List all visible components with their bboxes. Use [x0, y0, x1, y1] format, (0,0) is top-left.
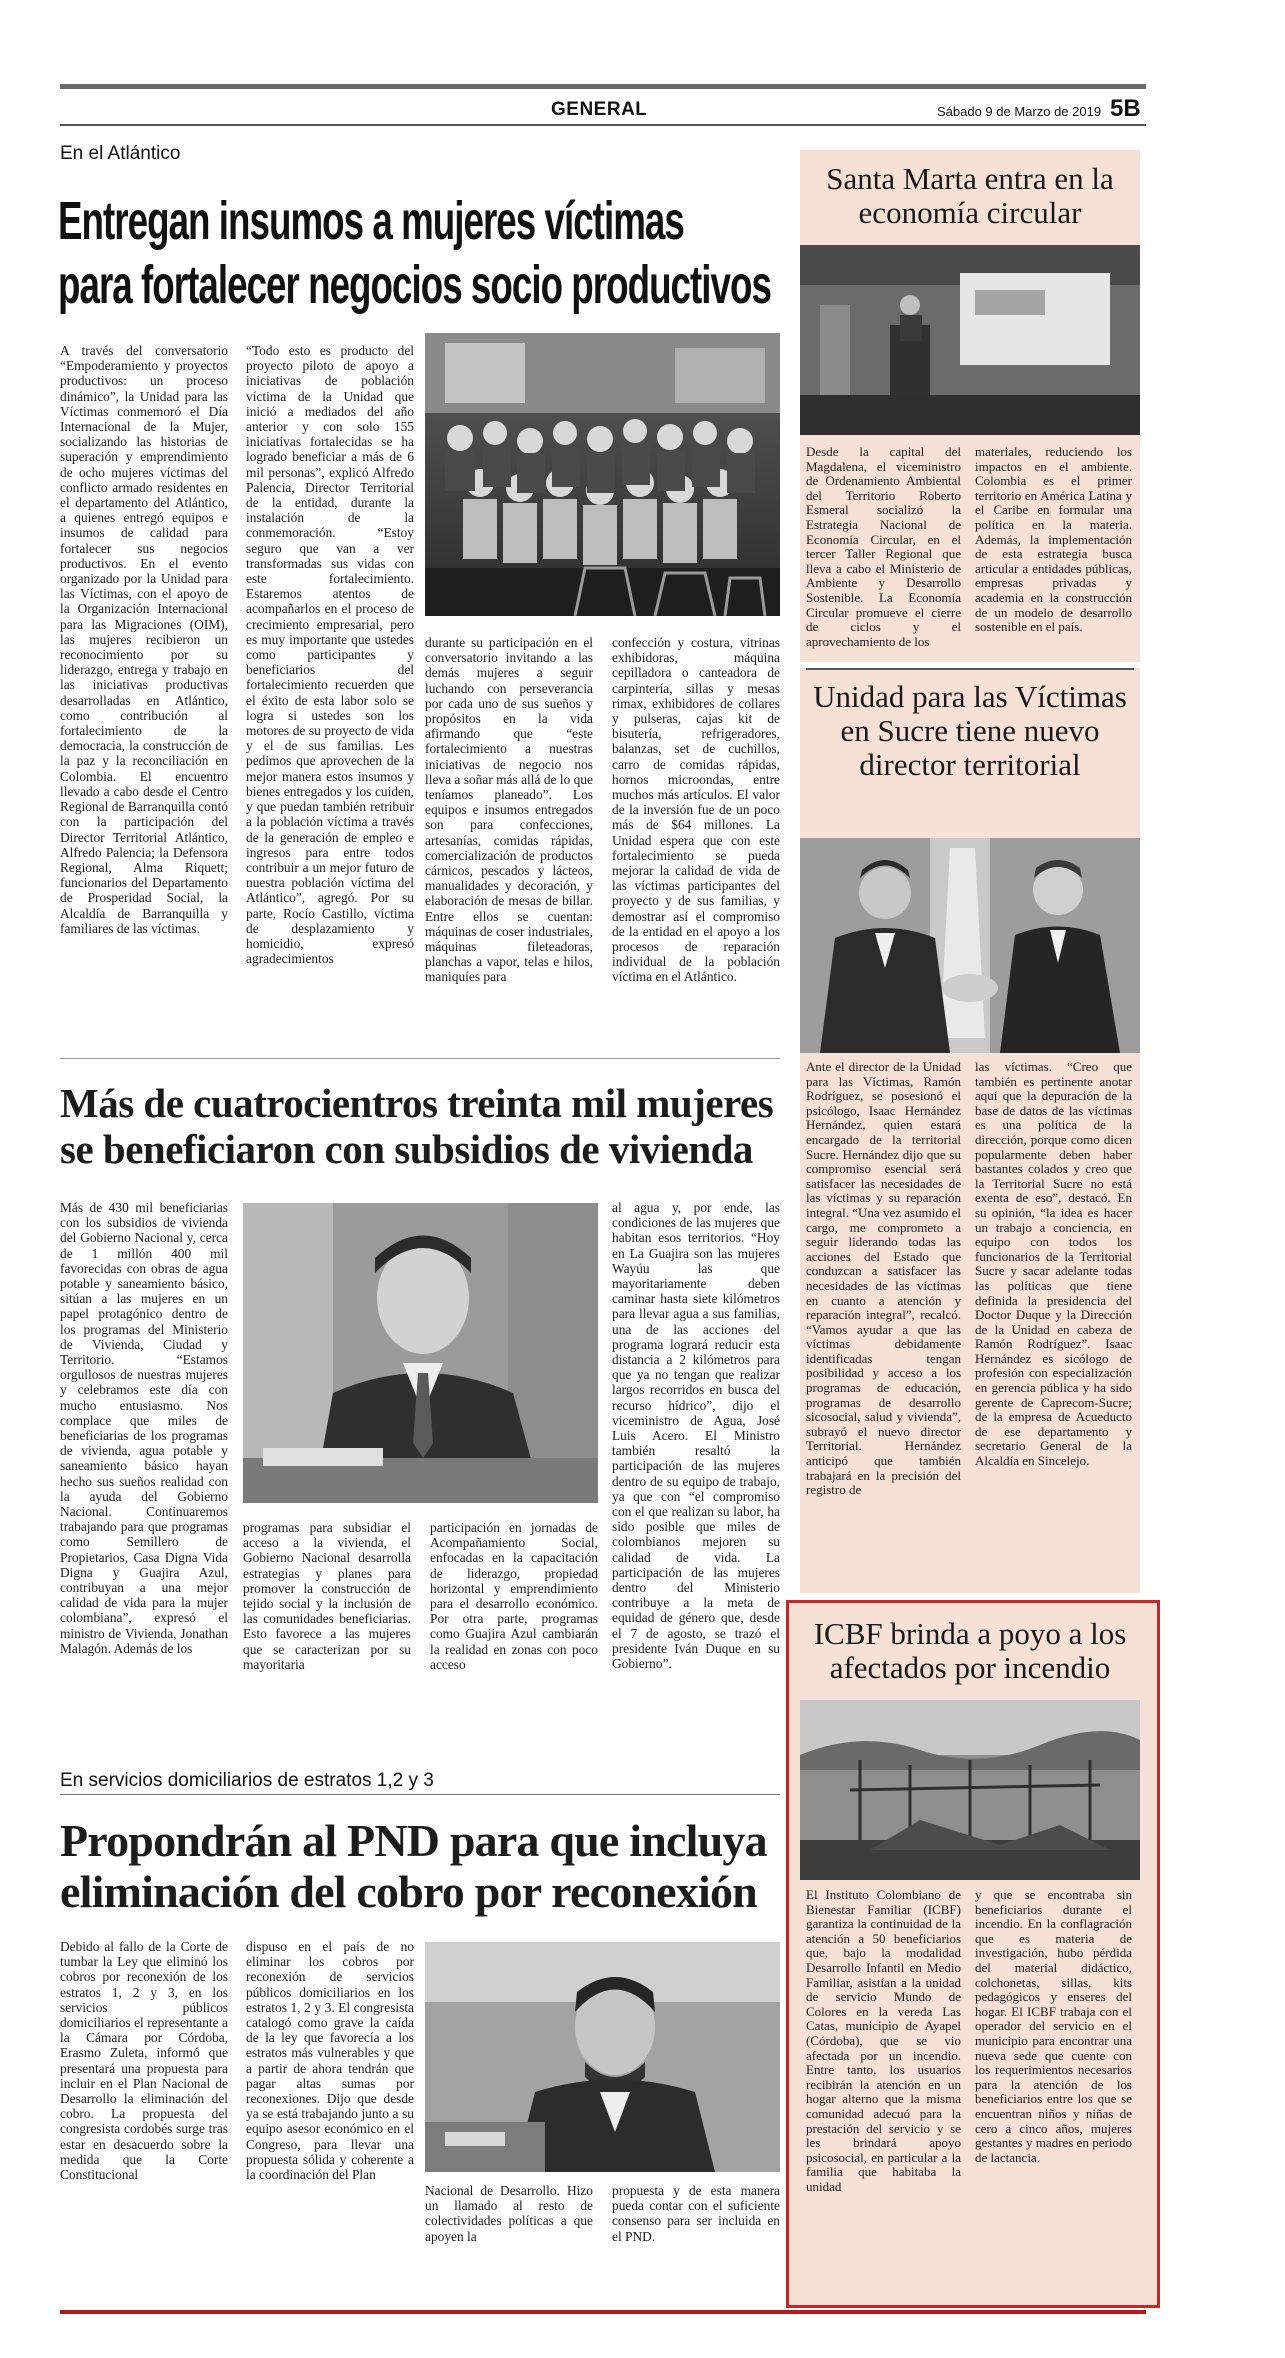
article3-col4: propuesta y de esta manera pueda contar con el suficiente consenso para ser incluida en el PND.: [612, 2183, 780, 2244]
article1-kicker: En el Atlántico: [60, 143, 181, 164]
burned-building-photo: [800, 1700, 1140, 1880]
article1-col4: confección y costura, vitrinas exhibidoras, máquina cepilladora o canteadora de carpintería, sillas y mesas rimax, exhibidores de collares y pulseras, cajas kit de bisutería, refrigeradores, balanzas, set de cuchillos, carro de comidas rápidas, hornos microondas, entre muchos más artículos. El valor de la inversión fue de un poco más de $64 millones. La Unidad espera que con este fortalecimiento se pueda mejorar la calidad de vida de las víctimas participantes del proyecto y de sus familias, y demostrar así el compromiso de la entidad en el apoyo a los procesos de reparación individual de la población víctima en el Atlántico.: [612, 635, 780, 985]
article2-headline: [60, 1080, 785, 1172]
article1-divider: [60, 1058, 780, 1059]
side3-col1: El Instituto Colombiano de Bienestar Familiar (ICBF) garantiza la continuidad de la atención a 50 beneficiarios que, bajo la modalidad Desarrollo Infantil en Medio Familiar, asistían a la unidad de servicio Mundo de Colores en la vereda Las Catas, municipio de Ayapel (Córdoba), que se vio afectada por un incendio. Entre tanto, los usuarios recibirán la atención en un hogar alterno que la misma comunidad adecuó para la prestación del servicio y se les brindará apoyo psicosocial, en particular a la familia que habitaba la unidad: [806, 1888, 961, 2194]
article1-col1: A través del conversatorio “Empoderamiento y proyectos productivos: un proceso dinámico”, la Unidad para las Víctimas conmemoró el Día Internacional de la Mujer, socializando las historias de superación y emprendimiento de ocho mujeres víctimas del conflicto armado residentes en el departamento del Atlántico, a quienes entregó equipos e insumos de calidad para fortalecer sus negocios productivos. En el evento organizado por la Unidad para las Víctimas, con el apoyo de la Organización Internacional para las Migraciones (OIM), las mujeres recibieron un reconocimiento por su liderazgo, entrega y trabajo en las iniciativas productivas desarrolladas en Atlántico, como contribución al fortalecimiento de la democracia, la construcción de la paz y la reconciliación en Colombia. El encuentro llevado a cabo desde el Centro Regional de Barranquilla contó con la participación del Director Territorial Atlántico, Alfredo Palencia; la Defensora Regional, Alma Riquett; funcionarios del Departamento de Prosperidad Social, la Alcaldía de Barranquilla y familiares de las víctimas.: [60, 343, 228, 936]
article2-col2: programas para subsidiar el acceso a la vivienda, el Gobierno Nacional desarrolla estrategias y planes para promover la construcción de tejido social y la inclusión de las comunidades beneficiarias. Esto favorece a las mujeres que se caracterizan por su mayoritaria: [243, 1520, 411, 1672]
page-number: 5B: [1110, 95, 1141, 122]
side2-photo: [800, 838, 1140, 1053]
side2-top-rule: [806, 668, 1134, 670]
side2-title: Unidad para las Víctimas en Sucre tiene nuevo director territorial: [813, 679, 1127, 782]
side1-col1: Desde la capital del Magdalena, el viceministro de Ordenamiento Ambiental del Territorio Roberto Esmeral socializó la Estrategia Nacional de Economía Circular, en el tercer Taller Regional que lleva a cabo el Ministerio de Ambiente y Desarrollo Sostenible. La Economía Circular promueve el cierre de ciclos y el aprovechamiento de los: [806, 445, 961, 649]
article2-col1: Más de 430 mil beneficiarias con los subsidios de vivienda del Gobierno Nacional y, cerca de 1 millón 400 mil favorecidas con obras de agua potable y saneamiento básico, sitúan a las mujeres en un papel protagónico dentro de los programas del Ministerio de Vivienda, Ciudad y Territorio. “Estamos orgullosos de nuestras mujeres y celebramos este día con mucho entusiasmo. Nos complace que miles de beneficiarias de los programas de vivienda, agua potable y saneamiento básico hayan hecho sus sueños realidad con la ayuda del Gobierno Nacional. Continuaremos trabajando para que programas como Semillero de Propietarios, Casa Digna Vida Digna y Guajira Azul, contribuyan a una mejor calidad de vida para la mujer colombiana”, expresó el ministro de Vivienda, Jonathan Malagón. Además de los: [60, 1200, 228, 1656]
side3-photo: [800, 1700, 1140, 1880]
section-label: GENERAL: [551, 99, 648, 120]
footer-rule: [60, 2310, 1146, 2314]
article1-col2: “Todo esto es producto del proyecto piloto de apoyo a iniciativas de población víctima de la Unidad que inició a mediados del año anterior y con solo 155 iniciativas fortalecidas se ha logrado beneficiar a más de 6 mil personas”, explicó Alfredo Palencia, Director Territorial de la entidad, durante la instalación de la conmemoración. “Estoy seguro que van a ver transformadas sus vidas con este fortalecimiento. Estaremos atentos de acompañarlos en el proceso de crecimiento empresarial, pero es muy importante que ustedes como participantes y beneficiarios del fortalecimiento recuerden que el éxito de esta labor solo se logra si ustedes son los motores de su proyecto de vida y el de sus familias. Les pedimos que aprovechen de la mejor manera estos insumos y bienes entregados y los cuiden, y que puedan también retribuir a la población víctima a través de la generación de empleo e ingresos para entre todos contribuir a un mejor futuro de nuestra población víctima del Atlántico”, agregó. Por su parte, Rocío Castillo, víctima de desplazamiento y homicidio, expresó agradecimientos: [246, 343, 414, 967]
article3-col3: Nacional de Desarrollo. Hizo un llamado al resto de colectividades políticas a que apoyen la: [425, 2183, 593, 2244]
article1-headline: [58, 190, 798, 330]
article1-headline-line1: Entregan insumos a mujeres víctimas: [58, 191, 684, 251]
header-top-rule: [60, 84, 1146, 89]
article2-col3: participación en jornadas de Acompañamiento Social, enfocadas en la capacitación de liderazgo, propiedad horizontal y emprendimiento para el desarrollo económico. Por otra parte, programas como Guajira Azul cambiarán la realidad en zonas con poco acceso: [430, 1520, 598, 1672]
article3-headline: [60, 1815, 785, 1917]
article2-col4: al agua y, por ende, las condiciones de las mujeres que habitan esos territorios. “Hoy en La Guajira son las mujeres Wayúu las que mayoritariamente deben caminar hasta siete kilómetros para llevar agua a sus familias, una de las acciones del programa logrará reducir esta distancia a 2 kilómetros para que ya no tengan que realizar largos recorridos en busca del recurso hídrico”, dijo el viceministro de Agua, José Luis Acero. El Ministro también resaltó la participación de las mujeres dentro de su equipo de trabajo, ya que con “el compromiso con el que realizan su labor, ha sido posible que miles de colombianos mejoren su calidad de vida. La participación de las mujeres dentro del Ministerio contribuye a la meta de equidad de género que, desde el 7 de agosto, se trazó el presidente Iván Duque en su Gobierno”.: [612, 1200, 780, 1672]
article1-col3: durante su participación en el conversatorio invitando a las demás mujeres a seguir luchando con perseverancia por cada uno de sus sueños y propósitos en la vida afirmando que “este fortalecimiento a nuestras iniciativas de negocio nos lleva a soñar más allá de lo que teníamos planeado”. Los equipos e insumos entregados son para confecciones, artesanías, comidas rápidas, comercialización de productos cárnicos, pescados y lácteos, manualidades y decoración, y elaboración de mesas de billar. Entre ellos se cuentan: máquinas de coser industriales, máquinas fileteadoras, planchas a vapor, telas e hilos, maniquíes para: [425, 635, 593, 985]
side3-col2: y que se encontraba sin beneficiarios durante el incendio. En la conflagración que es materia de investigación, hubo pérdida del material didáctico, colchonetas, sillas, kits pedagógicos y enseres del hogar. El ICBF trabaja con el operador del servicio en el municipio para encontrar una nueva sede que cuente con los requerimientos necesarios para la atención de los beneficiarios entre los que se encuentran niños y niñas de cero a cinco años, mujeres gestantes y madres en periodo de lactancia.: [975, 1888, 1132, 2165]
article2-photo: [243, 1203, 598, 1503]
article3-photo: [425, 1942, 780, 2172]
issue-date: Sábado 9 de Marzo de 2019: [937, 104, 1102, 119]
side3-title: ICBF brinda a poyo a los afectados por incendio: [813, 1616, 1127, 1685]
article1-photo: [425, 333, 780, 616]
conference-photo: [800, 245, 1140, 435]
article3-headline-line2: eliminación del cobro por reconexión: [60, 1866, 757, 1917]
group-of-women-photo: [425, 333, 780, 616]
article2-headline-line1: Más de cuatrocientros treinta mil mujeres: [60, 1080, 774, 1126]
minister-portrait-photo: [243, 1203, 598, 1503]
side1-photo: [800, 245, 1140, 435]
congressman-photo: [425, 1942, 780, 2172]
article3-kicker-underline: [60, 1794, 780, 1795]
side1-col2: materiales, reduciendo los impactos en el ambiente. Colombia es el primer territorio en América Latina y el Caribe en formular una política en la materia. Además, la implementación de esta estrategia busca articular a entidades públicas, empresas privadas y academia en la construcción de un modelo de desarrollo sostenible en el país.: [975, 445, 1132, 635]
side2-col2: las víctimas. “Creo que también es pertinente anotar aquí que la depuración de la base de datos de las víctimas es una política de la dirección, porque como dicen popularmente deben haber bastantes colados y creo que la Territorial Sucre no está exenta de eso”, destacó. En su opinión, “la idea es hacer un trabajo a conciencia, en equipo con todos los funcionarios de la Territorial Sucre y sacar adelante todas las políticas que tiene definida la presidencia del Doctor Duque y la Dirección de la Unidad en cabeza de Ramón Rodríguez”. Isaac Hernández es sicólogo de profesión con especialización en gerencia pública y ha sido gerente de Caprecom-Sucre; de la empresa de Acueducto de ese departamento y secretario General de la Alcaldía en Sincelejo.: [975, 1060, 1132, 1469]
article3-col1: Debido al fallo de la Corte de tumbar la Ley que eliminó los cobros por reconexión de los estratos 1, 2 y 3, en los servicios públicos domiciliarios el representante a la Cámara por Córdoba, Erasmo Zuleta, informó que presentará una propuesta para incluir en el Plan Nacional de Desarrollo la eliminación del cobro. La propuesta del congresista cordobés surge tras estar en desacuerdo sobre la medida que la Corte Constitucional: [60, 1939, 228, 2183]
header-bottom-rule: [60, 124, 1146, 126]
side1-title: Santa Marta entra en la economía circular: [826, 161, 1114, 230]
side2-col1: Ante el director de la Unidad para las Víctimas, Ramón Rodríguez, se posesionó el psicólogo, Isaac Hernández Hernández, quien estará encargado de la territorial Sucre. Hernández dijo que su compromiso esencial será satisfacer las necesidades de las víctimas y su reparación integral. “Una vez asumido el cargo, me comprometo a seguir liderando todas las acciones del Estado que conduzcan a satisfacer las necesidades de las víctimas en cuanto a atención y reparación integral”, recalcó. “Vamos ayudar a que las víctimas debidamente identificadas tengan posibilidad y acceso a los programas de educación, programas de desarrollo sicosocial, salud y vivienda”, subrayó el nuevo director Territorial. Hernández anticipó que también trabajará en la precisión del registro de: [806, 1060, 961, 1498]
article3-col2: dispuso en el país de no eliminar los cobros por reconexión de servicios públicos domiciliarios en los estratos 1, 2 y 3. El congresista catalogó como grave la caída de la ley que favorecía a los estratos más vulnerables y que a partir de ahora tendrán que pagar altas sumas por reconexiones. Dijo que desde ya se está trabajando junto a su equipo asesor económico en el Congreso, para llevar una propuesta sólida y coherente a la coordinación del Plan: [246, 1939, 414, 2183]
article2-headline-line2: se beneficiaron con subsidios de vivienda: [60, 1126, 753, 1172]
article3-headline-line1: Propondrán al PND para que incluya: [60, 1815, 767, 1866]
handshake-photo: [800, 838, 1140, 1053]
article1-headline-line2: para fortalecer negocios socio productivos: [58, 255, 771, 315]
article3-kicker: En servicios domiciliarios de estratos 1,2 y 3: [60, 1770, 434, 1791]
